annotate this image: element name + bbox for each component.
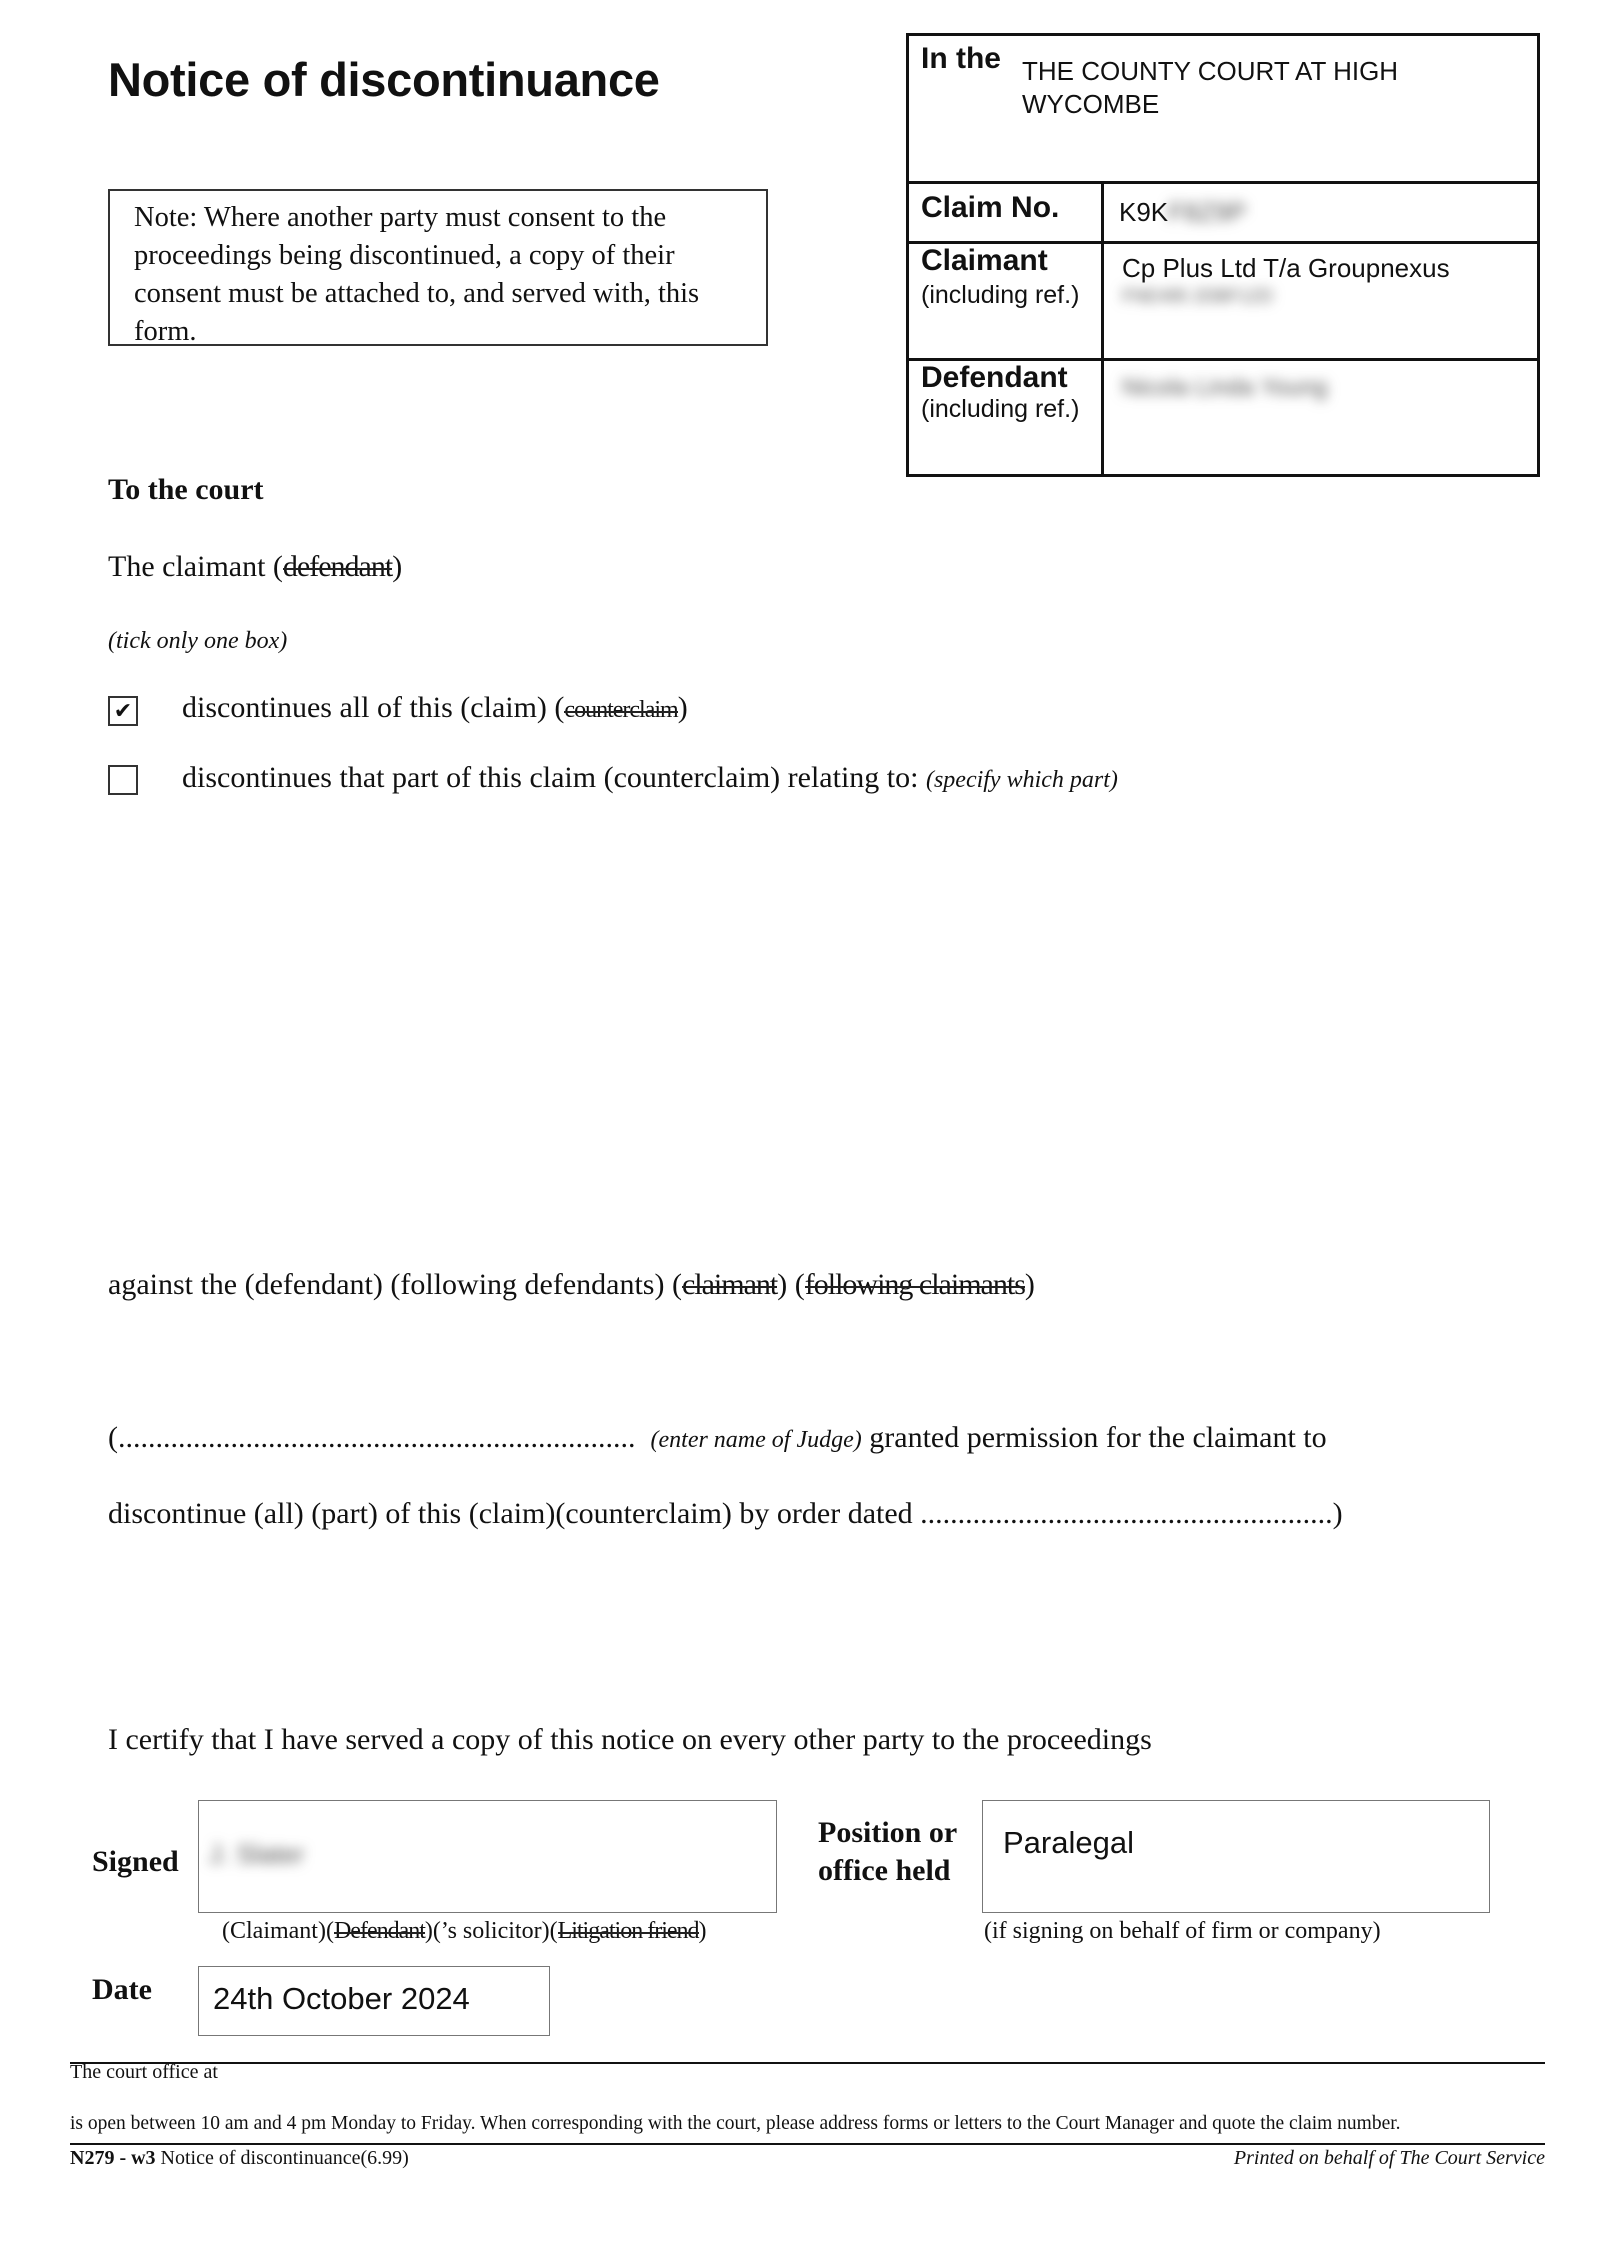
claimant-sublabel: (including ref.) — [921, 281, 1080, 309]
signed-label: Signed — [92, 1845, 179, 1878]
struck-defendant-role: Defendant — [333, 1918, 425, 1944]
form-code: N279 - w3 — [70, 2147, 156, 2169]
discontinue-part-label: discontinues that part of this claim (counterclaim) relating to: (specify which part) — [182, 761, 1118, 794]
claimant-statement: The claimant (defendant) — [108, 550, 403, 583]
defendant-label: Defendant — [921, 361, 1068, 394]
footer-rule — [70, 2062, 1545, 2064]
in-the-label: In the — [921, 42, 1001, 75]
court-name-line1: THE COUNTY COURT AT HIGH — [1022, 56, 1399, 86]
defendant-name-redacted: Nicola Linda Young — [1122, 374, 1328, 401]
signature-redacted: J. Slater — [209, 1839, 305, 1869]
signature-field[interactable] — [198, 1800, 777, 1913]
position-caption: (if signing on behalf of firm or company) — [984, 1918, 1381, 1944]
opening-hours-text: is open between 10 am and 4 pm Monday to Friday. When corresponding with the court, please address forms or letters to the Court Manager and quote the claim number. — [70, 2113, 1401, 2134]
court-office-text: The court office at — [70, 2061, 218, 2083]
footer-rule — [70, 2143, 1545, 2145]
claim-no-redacted: F8Z9P — [1168, 197, 1247, 227]
consent-note-box: Note: Where another party must consent to the proceedings being discontinued, a copy of their consent must be attached to, and served with, this form. — [108, 189, 768, 346]
struck-defendant: defendant — [282, 550, 393, 583]
to-the-court-heading: To the court — [108, 473, 264, 506]
struck-claimant: claimant — [681, 1268, 778, 1301]
table-divider — [909, 181, 1537, 184]
struck-following-claimants: following claimants — [804, 1268, 1025, 1301]
struck-counterclaim: counterclaim — [564, 697, 678, 723]
judge-permission-line1: (..................................................................... (enter name of Judge) granted permission for the claimant to — [108, 1421, 1327, 1454]
form-reference: N279 - w3 Notice of discontinuance(6.99) — [70, 2147, 409, 2169]
struck-litigation-friend: Litigation friend — [557, 1918, 699, 1944]
court-name-line2: WYCOMBE — [1022, 89, 1160, 119]
date-label: Date — [92, 1973, 152, 2006]
claim-no-value: K9KF8Z9P — [1119, 197, 1247, 227]
claim-no-label: Claim No. — [921, 191, 1060, 224]
date-field[interactable] — [198, 1966, 550, 2036]
printed-by-text: Printed on behalf of The Court Service — [1233, 2147, 1545, 2169]
court-details-table — [906, 33, 1540, 477]
table-divider — [1101, 181, 1104, 474]
certification-statement: I certify that I have served a copy of this notice on every other party to the proceedings — [108, 1723, 1152, 1756]
discontinue-all-checkbox[interactable]: ✔ — [108, 696, 138, 726]
defendant-sublabel: (including ref.) — [921, 395, 1080, 423]
position-field[interactable] — [982, 1800, 1490, 1913]
specify-part-hint: (specify which part) — [925, 767, 1118, 793]
discontinue-all-label: discontinues all of this (claim) (counterclaim) — [182, 691, 688, 724]
position-value: Paralegal — [1003, 1825, 1134, 1860]
claimant-label: Claimant — [921, 244, 1048, 277]
discontinue-part-checkbox[interactable] — [108, 765, 138, 795]
date-value: 24th October 2024 — [213, 1981, 470, 2016]
signatory-role-caption: (Claimant)(Defendant)(’s solicitor)(Litigation friend) — [222, 1918, 707, 1944]
tick-instruction: (tick only one box) — [108, 628, 288, 654]
claimant-ref-redacted: FNE495 2DBF1ZD — [1122, 286, 1274, 306]
judge-permission-line2: discontinue (all) (part) of this (claim)(counterclaim) by order dated .......................................................) — [108, 1497, 1343, 1530]
position-label: Position or office held — [818, 1816, 958, 1887]
against-parties-line: against the (defendant) (following defendants) (claimant) (following claimants) — [108, 1268, 1035, 1301]
page-title: Notice of discontinuance — [108, 53, 660, 106]
claimant-name: Cp Plus Ltd T/a Groupnexus — [1122, 253, 1450, 283]
judge-name-hint: (enter name of Judge) — [650, 1427, 862, 1453]
